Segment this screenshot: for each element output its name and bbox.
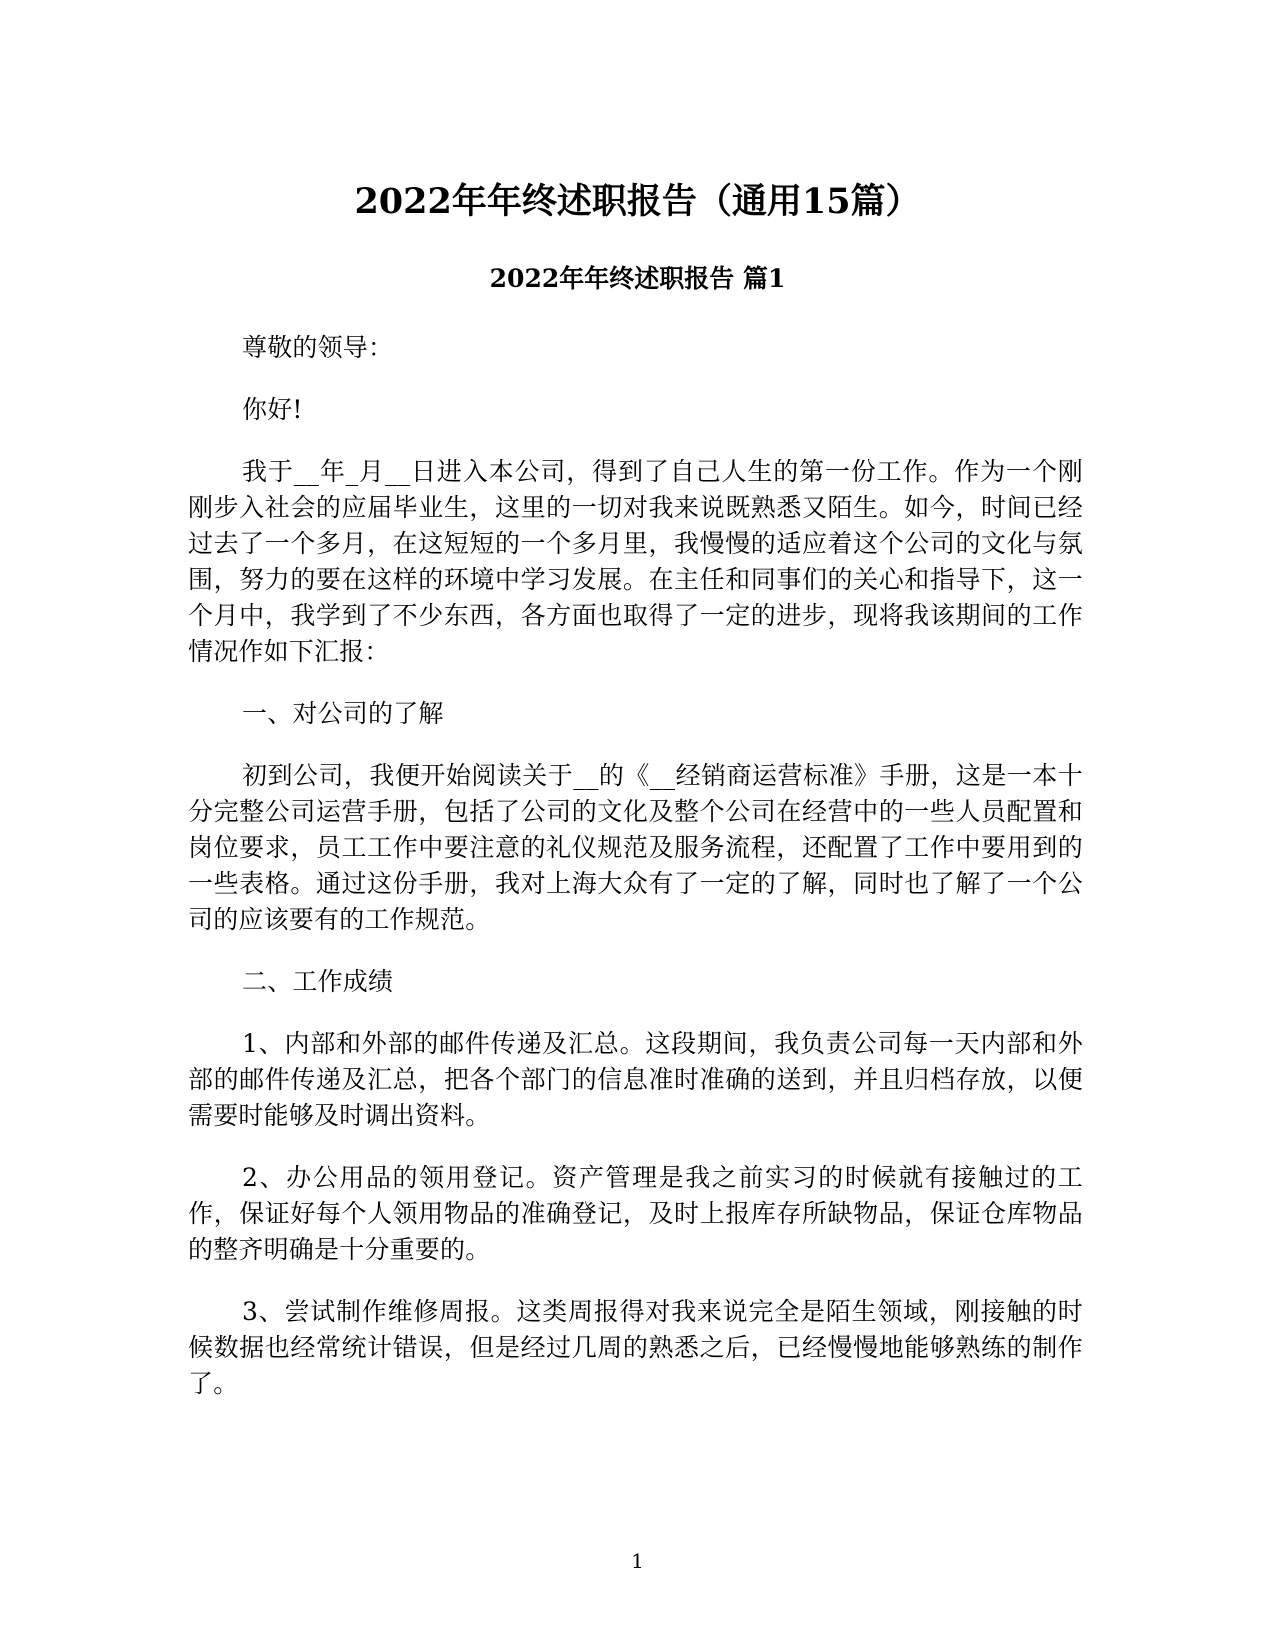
heading-work-results: 二、工作成绩 [242,967,394,996]
page-number: 1 [631,1549,644,1573]
document-body [188,330,1083,1428]
result-item-2: 2、办公用品的领用登记。资产管理是我之前实习的时候就有接触过的工作，保证好每个人领用物品的准确登记，及时上报库存所缺物品，保证仓库物品的整齐明确是十分重要的。 [188,1163,1083,1264]
result-item-1: 1、内部和外部的邮件传递及汇总。这段期间，我负责公司每一天内部和外部的邮件传递及汇总，把各个部门的信息准时准确的送到，并且归档存放，以便需要时能够及时调出资料。 [188,1029,1083,1130]
result-item-3: 3、尝试制作维修周报。这类周报得对我来说完全是陌生领域，刚接触的时候数据也经常统计错误，但是经过几周的熟悉之后，已经慢慢地能够熟练的制作了。 [188,1297,1083,1398]
intro-paragraph: 我于__年_月__日进入本公司，得到了自己人生的第一份工作。作为一个刚刚步入社会的应届毕业生，这里的一切对我来说既熟悉又陌生。如今，时间已经过去了一个多月，在这短短的一个多月里，我慢慢的适应着这个公司的文化与氛围，努力的要在这样的环境中学习发展。在主任和同事们的关心和指导下，这一个月中，我学到了不少东西，各方面也取得了一定的进步，现将我该期间的工作情况作如下汇报： [188,457,1083,666]
heading-company-understanding: 一、对公司的了解 [242,699,444,728]
salutation: 尊敬的领导： [242,333,394,362]
greeting: 你好! [242,395,303,424]
document-title: 2022年年终述职报告（通用15篇） [354,181,921,222]
section-title: 2022年年终述职报告 篇1 [489,264,786,293]
company-paragraph: 初到公司，我便开始阅读关于__的《__经销商运营标准》手册，这是一本十分完整公司运营手册，包括了公司的文化及整个公司在经营中的一些人员配置和岗位要求，员工工作中要注意的礼仪规范及服务流程，还配置了工作中要用到的一些表格。通过这份手册，我对上海大众有了一定的了解，同时也了解了一个公司的应该要有的工作规范。 [188,761,1083,934]
